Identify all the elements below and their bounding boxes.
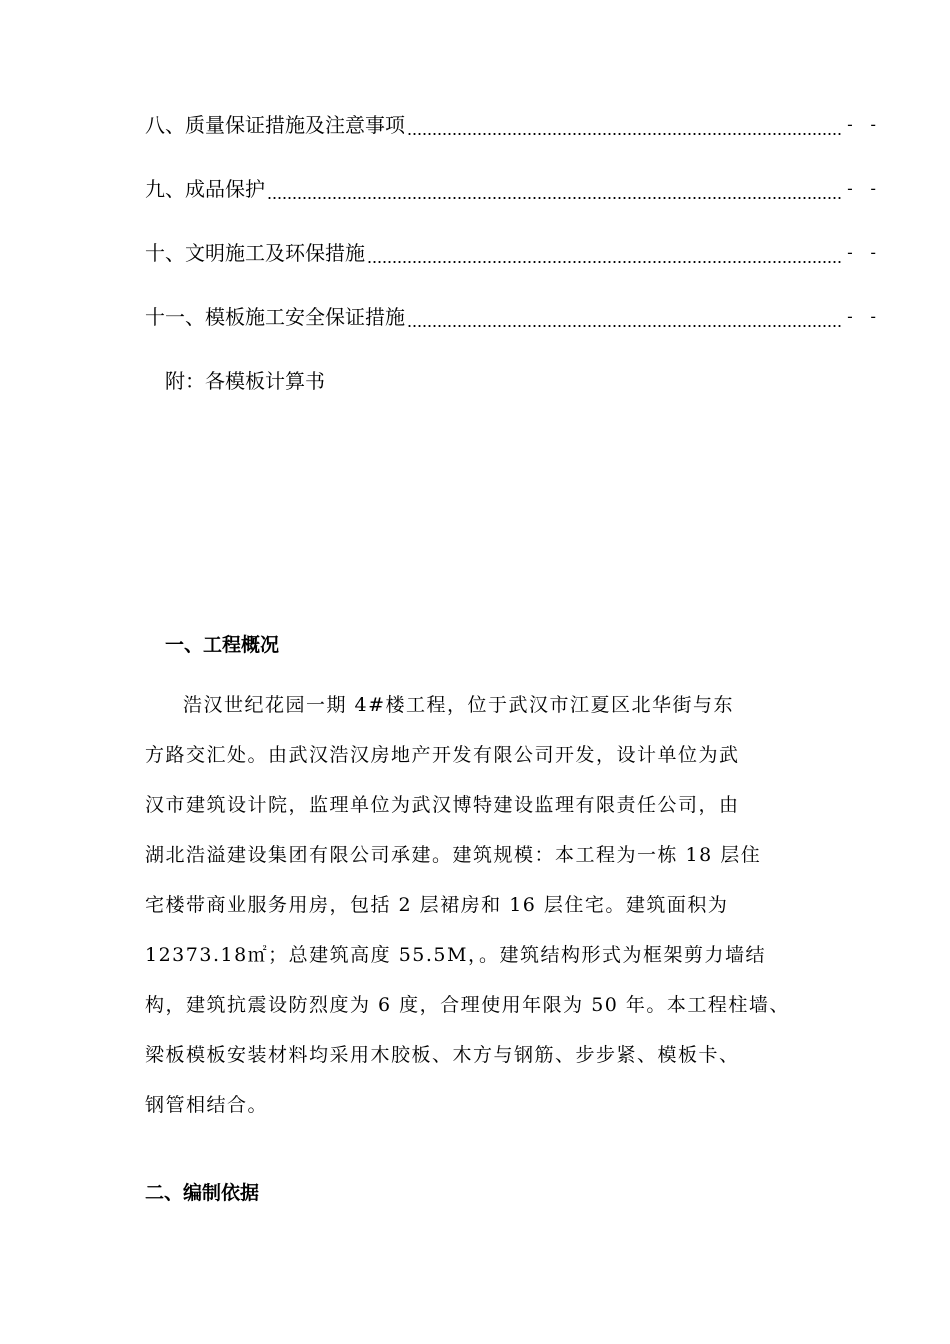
toc-entry[interactable] [145,302,880,332]
paragraph-line: 构，建筑抗震设防烈度为 6 度，合理使用年限为 50 年。本工程柱墙、 [145,994,790,1016]
toc-entry-page: - - [845,243,880,262]
toc-entry-title: 十一、模板施工安全保证措施 [145,305,405,329]
toc-entry-title: 八、质量保证措施及注意事项 [145,113,405,137]
toc-entry-page: - - [845,307,880,326]
appendix-note: 附：各模板计算书 [165,369,325,393]
toc-entry-title: 十、文明施工及环保措施 [145,241,365,265]
paragraph-line: 浩汉世纪花园一期 4#楼工程，位于武汉市江夏区北华街与东 [183,694,735,716]
section-heading-basis: 二、编制依据 [145,1182,260,1204]
toc-entry[interactable] [145,174,880,204]
toc-entry-page: - - [845,115,880,134]
paragraph-line: 钢管相结合。 [145,1094,269,1116]
paragraph-line: 12373.18㎡；总建筑高度 55.5M，。建筑结构形式为框架剪力墙结 [145,944,766,966]
toc-entry[interactable] [145,110,880,140]
paragraph-line: 湖北浩溢建设集团有限公司承建。建筑规模：本工程为一栋 18 层住 [145,844,762,866]
toc-entry-page: - - [845,179,880,198]
section-heading-overview: 一、工程概况 [165,634,280,656]
toc-dot-leader [267,176,843,200]
paragraph-line: 方路交汇处。由武汉浩汉房地产开发有限公司开发，设计单位为武 [145,744,740,766]
toc-entry-title: 九、成品保护 [145,177,265,201]
toc-dot-leader [407,304,843,328]
section-overview-paragraph [145,680,825,1130]
paragraph-line: 梁板模板安装材料均采用木胶板、木方与钢筋、步步紧、模板卡、 [145,1044,740,1066]
toc-dot-leader [407,112,843,136]
toc-entry[interactable] [145,238,880,268]
toc-dot-leader [367,240,843,264]
paragraph-line: 宅楼带商业服务用房，包括 2 层裙房和 16 层住宅。建筑面积为 [145,894,729,916]
paragraph-line: 汉市建筑设计院，监理单位为武汉博特建设监理有限责任公司，由 [145,794,740,816]
